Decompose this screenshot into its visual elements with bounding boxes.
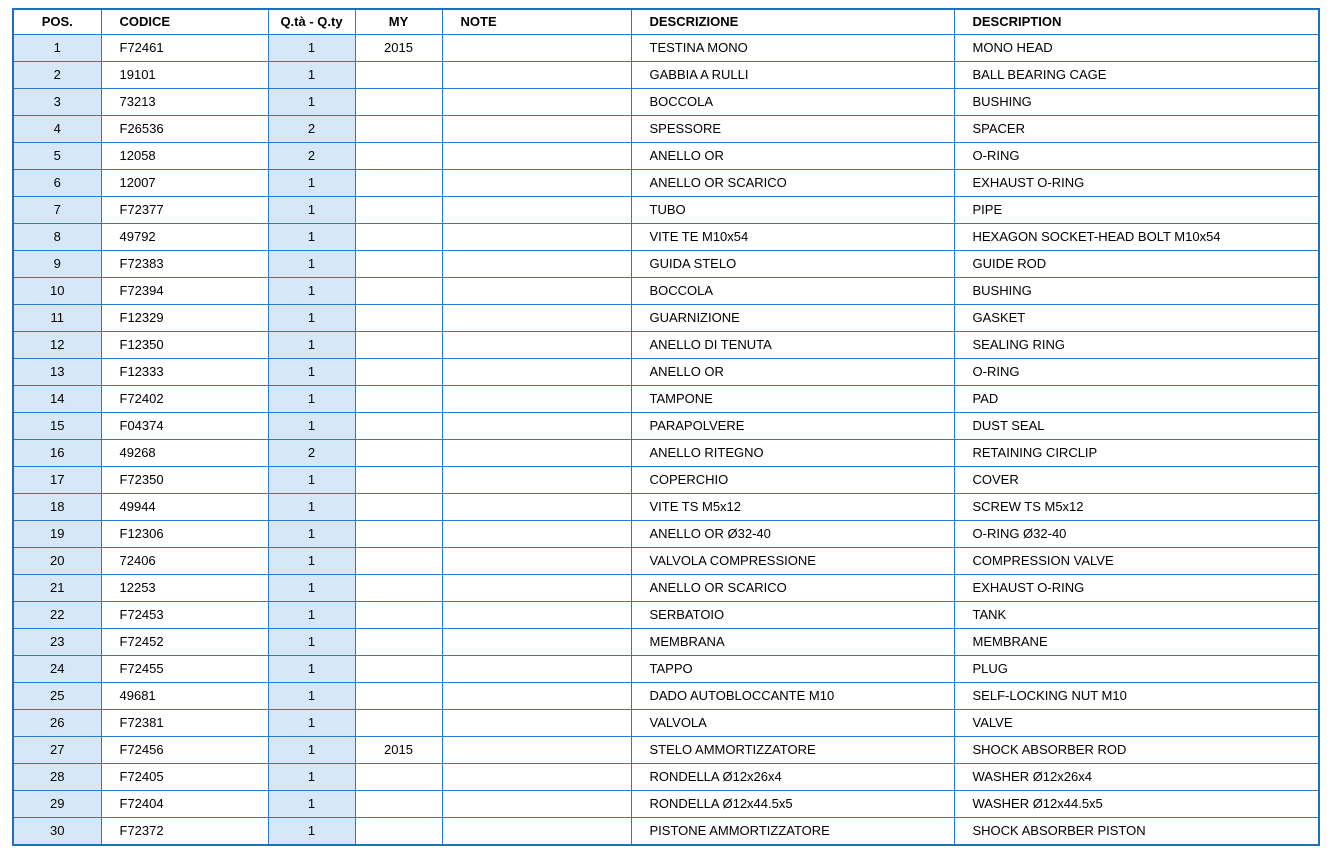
cell-my xyxy=(355,278,442,305)
cell-my xyxy=(355,359,442,386)
cell-note xyxy=(442,116,631,143)
cell-note xyxy=(442,575,631,602)
cell-desc-it: ANELLO DI TENUTA xyxy=(631,332,954,359)
cell-note xyxy=(442,764,631,791)
cell-desc-it: TESTINA MONO xyxy=(631,35,954,62)
table-row xyxy=(14,818,1318,845)
cell-my xyxy=(355,143,442,170)
cell-note xyxy=(442,278,631,305)
cell-desc-en: O-RING xyxy=(954,359,1318,386)
cell-code: 19101 xyxy=(101,62,268,89)
cell-qty: 1 xyxy=(268,602,355,629)
table-row xyxy=(14,494,1318,521)
cell-my xyxy=(355,791,442,818)
table-row xyxy=(14,683,1318,710)
cell-qty: 1 xyxy=(268,548,355,575)
cell-note xyxy=(442,143,631,170)
cell-note xyxy=(442,89,631,116)
table-row xyxy=(14,332,1318,359)
cell-code: F72456 xyxy=(101,737,268,764)
cell-pos: 3 xyxy=(14,89,101,116)
cell-desc-en: HEXAGON SOCKET-HEAD BOLT M10x54 xyxy=(954,224,1318,251)
cell-desc-en: SEALING RING xyxy=(954,332,1318,359)
cell-qty: 1 xyxy=(268,197,355,224)
cell-note xyxy=(442,467,631,494)
cell-qty: 1 xyxy=(268,521,355,548)
cell-code: F04374 xyxy=(101,413,268,440)
cell-my xyxy=(355,413,442,440)
cell-code: F72452 xyxy=(101,629,268,656)
cell-desc-en: COMPRESSION VALVE xyxy=(954,548,1318,575)
cell-pos: 22 xyxy=(14,602,101,629)
cell-my xyxy=(355,224,442,251)
cell-pos: 21 xyxy=(14,575,101,602)
cell-note xyxy=(442,548,631,575)
cell-qty: 1 xyxy=(268,467,355,494)
cell-desc-en: EXHAUST O-RING xyxy=(954,170,1318,197)
cell-desc-en: O-RING xyxy=(954,143,1318,170)
cell-note xyxy=(442,224,631,251)
cell-my xyxy=(355,116,442,143)
table-row xyxy=(14,656,1318,683)
cell-code: 72406 xyxy=(101,548,268,575)
cell-desc-en: GUIDE ROD xyxy=(954,251,1318,278)
cell-desc-en: BUSHING xyxy=(954,89,1318,116)
cell-qty: 2 xyxy=(268,143,355,170)
cell-note xyxy=(442,737,631,764)
cell-note xyxy=(442,332,631,359)
cell-pos: 18 xyxy=(14,494,101,521)
cell-pos: 30 xyxy=(14,818,101,845)
table-row xyxy=(14,737,1318,764)
cell-qty: 1 xyxy=(268,278,355,305)
cell-desc-it: ANELLO OR SCARICO xyxy=(631,575,954,602)
cell-pos: 2 xyxy=(14,62,101,89)
cell-desc-en: MEMBRANE xyxy=(954,629,1318,656)
cell-note xyxy=(442,386,631,413)
table-row xyxy=(14,35,1318,62)
cell-note xyxy=(442,413,631,440)
cell-pos: 26 xyxy=(14,710,101,737)
cell-qty: 1 xyxy=(268,818,355,845)
header-my: MY xyxy=(355,10,442,35)
cell-pos: 13 xyxy=(14,359,101,386)
table-row xyxy=(14,791,1318,818)
cell-note xyxy=(442,656,631,683)
cell-note xyxy=(442,818,631,845)
cell-desc-it: STELO AMMORTIZZATORE xyxy=(631,737,954,764)
cell-note xyxy=(442,683,631,710)
cell-desc-en: PIPE xyxy=(954,197,1318,224)
cell-desc-it: SERBATOIO xyxy=(631,602,954,629)
cell-desc-it: TAMPONE xyxy=(631,386,954,413)
cell-desc-it: BOCCOLA xyxy=(631,278,954,305)
cell-note xyxy=(442,440,631,467)
cell-my xyxy=(355,818,442,845)
table-row xyxy=(14,305,1318,332)
table-row xyxy=(14,251,1318,278)
cell-note xyxy=(442,251,631,278)
cell-my xyxy=(355,683,442,710)
cell-qty: 1 xyxy=(268,629,355,656)
cell-desc-en: EXHAUST O-RING xyxy=(954,575,1318,602)
cell-desc-it: VITE TE M10x54 xyxy=(631,224,954,251)
cell-desc-it: ANELLO OR SCARICO xyxy=(631,170,954,197)
cell-my xyxy=(355,629,442,656)
cell-qty: 1 xyxy=(268,656,355,683)
cell-qty: 1 xyxy=(268,386,355,413)
cell-qty: 1 xyxy=(268,62,355,89)
cell-my xyxy=(355,521,442,548)
cell-pos: 29 xyxy=(14,791,101,818)
cell-qty: 1 xyxy=(268,683,355,710)
cell-desc-en: SELF-LOCKING NUT M10 xyxy=(954,683,1318,710)
table-row xyxy=(14,440,1318,467)
cell-my xyxy=(355,386,442,413)
table-row xyxy=(14,62,1318,89)
cell-desc-it: GUARNIZIONE xyxy=(631,305,954,332)
table-row xyxy=(14,359,1318,386)
cell-note xyxy=(442,305,631,332)
cell-desc-en: PLUG xyxy=(954,656,1318,683)
table-row xyxy=(14,386,1318,413)
cell-my xyxy=(355,575,442,602)
header-qty: Q.tà - Q.ty xyxy=(268,10,355,35)
cell-code: F12333 xyxy=(101,359,268,386)
cell-desc-en: COVER xyxy=(954,467,1318,494)
cell-code: F12350 xyxy=(101,332,268,359)
cell-pos: 14 xyxy=(14,386,101,413)
cell-desc-en: DUST SEAL xyxy=(954,413,1318,440)
cell-code: F72381 xyxy=(101,710,268,737)
cell-pos: 8 xyxy=(14,224,101,251)
cell-code: F72394 xyxy=(101,278,268,305)
cell-desc-en: SCREW TS M5x12 xyxy=(954,494,1318,521)
cell-qty: 1 xyxy=(268,224,355,251)
header-desc-en: DESCRIPTION xyxy=(954,10,1318,35)
header-note: NOTE xyxy=(442,10,631,35)
cell-code: F26536 xyxy=(101,116,268,143)
table-row xyxy=(14,224,1318,251)
cell-note xyxy=(442,170,631,197)
cell-qty: 1 xyxy=(268,764,355,791)
cell-pos: 12 xyxy=(14,332,101,359)
cell-my xyxy=(355,62,442,89)
cell-pos: 28 xyxy=(14,764,101,791)
table-row xyxy=(14,710,1318,737)
cell-desc-en: GASKET xyxy=(954,305,1318,332)
cell-desc-it: PARAPOLVERE xyxy=(631,413,954,440)
cell-my xyxy=(355,332,442,359)
cell-qty: 1 xyxy=(268,710,355,737)
cell-note xyxy=(442,197,631,224)
cell-note xyxy=(442,710,631,737)
cell-code: 73213 xyxy=(101,89,268,116)
cell-code: F72455 xyxy=(101,656,268,683)
cell-desc-en: MONO HEAD xyxy=(954,35,1318,62)
cell-desc-it: GABBIA A RULLI xyxy=(631,62,954,89)
table-row xyxy=(14,602,1318,629)
cell-desc-it: VALVOLA xyxy=(631,710,954,737)
cell-code: F72453 xyxy=(101,602,268,629)
parts-table-body xyxy=(14,35,1318,845)
cell-desc-it: ANELLO OR Ø32-40 xyxy=(631,521,954,548)
cell-desc-it: DADO AUTOBLOCCANTE M10 xyxy=(631,683,954,710)
cell-pos: 1 xyxy=(14,35,101,62)
cell-pos: 4 xyxy=(14,116,101,143)
cell-my: 2015 xyxy=(355,737,442,764)
cell-code: 49944 xyxy=(101,494,268,521)
cell-code: F72372 xyxy=(101,818,268,845)
cell-qty: 1 xyxy=(268,413,355,440)
table-row xyxy=(14,143,1318,170)
cell-my xyxy=(355,494,442,521)
cell-note xyxy=(442,62,631,89)
cell-code: 49681 xyxy=(101,683,268,710)
table-row xyxy=(14,413,1318,440)
table-row xyxy=(14,170,1318,197)
cell-pos: 20 xyxy=(14,548,101,575)
cell-pos: 16 xyxy=(14,440,101,467)
header-desc-it: DESCRIZIONE xyxy=(631,10,954,35)
cell-code: 12007 xyxy=(101,170,268,197)
header-pos: POS. xyxy=(14,10,101,35)
cell-qty: 1 xyxy=(268,251,355,278)
cell-desc-en: TANK xyxy=(954,602,1318,629)
table-row xyxy=(14,89,1318,116)
cell-pos: 23 xyxy=(14,629,101,656)
cell-desc-it: MEMBRANA xyxy=(631,629,954,656)
cell-code: F72377 xyxy=(101,197,268,224)
cell-desc-it: BOCCOLA xyxy=(631,89,954,116)
table-row xyxy=(14,197,1318,224)
cell-my xyxy=(355,305,442,332)
cell-desc-it: TAPPO xyxy=(631,656,954,683)
cell-note xyxy=(442,602,631,629)
cell-qty: 1 xyxy=(268,305,355,332)
cell-pos: 11 xyxy=(14,305,101,332)
cell-note xyxy=(442,359,631,386)
cell-code: F72383 xyxy=(101,251,268,278)
cell-desc-en: BUSHING xyxy=(954,278,1318,305)
cell-note xyxy=(442,35,631,62)
cell-desc-it: ANELLO OR xyxy=(631,359,954,386)
cell-my xyxy=(355,440,442,467)
cell-desc-en: WASHER Ø12x44.5x5 xyxy=(954,791,1318,818)
cell-desc-en: SPACER xyxy=(954,116,1318,143)
cell-pos: 17 xyxy=(14,467,101,494)
cell-desc-it: ANELLO RITEGNO xyxy=(631,440,954,467)
cell-pos: 9 xyxy=(14,251,101,278)
cell-my xyxy=(355,710,442,737)
cell-my xyxy=(355,548,442,575)
cell-qty: 1 xyxy=(268,791,355,818)
table-row xyxy=(14,629,1318,656)
cell-pos: 7 xyxy=(14,197,101,224)
cell-desc-en: SHOCK ABSORBER ROD xyxy=(954,737,1318,764)
cell-desc-it: SPESSORE xyxy=(631,116,954,143)
cell-code: 49268 xyxy=(101,440,268,467)
cell-desc-it: TUBO xyxy=(631,197,954,224)
cell-code: F72404 xyxy=(101,791,268,818)
cell-code: 49792 xyxy=(101,224,268,251)
cell-pos: 10 xyxy=(14,278,101,305)
cell-qty: 2 xyxy=(268,116,355,143)
cell-pos: 6 xyxy=(14,170,101,197)
cell-pos: 5 xyxy=(14,143,101,170)
cell-code: F72461 xyxy=(101,35,268,62)
cell-code: F72350 xyxy=(101,467,268,494)
parts-list-frame xyxy=(12,8,1320,846)
cell-my xyxy=(355,764,442,791)
cell-pos: 24 xyxy=(14,656,101,683)
cell-code: F12329 xyxy=(101,305,268,332)
cell-desc-it: ANELLO OR xyxy=(631,143,954,170)
cell-my xyxy=(355,251,442,278)
cell-desc-it: RONDELLA Ø12x26x4 xyxy=(631,764,954,791)
cell-qty: 1 xyxy=(268,359,355,386)
cell-desc-it: VITE TS M5x12 xyxy=(631,494,954,521)
cell-desc-it: VALVOLA COMPRESSIONE xyxy=(631,548,954,575)
cell-qty: 1 xyxy=(268,35,355,62)
cell-desc-en: PAD xyxy=(954,386,1318,413)
cell-my xyxy=(355,656,442,683)
cell-qty: 1 xyxy=(268,494,355,521)
cell-code: F12306 xyxy=(101,521,268,548)
cell-my xyxy=(355,197,442,224)
cell-note xyxy=(442,494,631,521)
cell-desc-it: GUIDA STELO xyxy=(631,251,954,278)
cell-desc-en: WASHER Ø12x26x4 xyxy=(954,764,1318,791)
header-code: CODICE xyxy=(101,10,268,35)
table-row xyxy=(14,521,1318,548)
cell-note xyxy=(442,629,631,656)
cell-note xyxy=(442,791,631,818)
cell-desc-it: PISTONE AMMORTIZZATORE xyxy=(631,818,954,845)
cell-code: F72405 xyxy=(101,764,268,791)
parts-table xyxy=(14,10,1318,844)
table-row xyxy=(14,575,1318,602)
cell-qty: 1 xyxy=(268,332,355,359)
cell-desc-it: COPERCHIO xyxy=(631,467,954,494)
cell-qty: 1 xyxy=(268,170,355,197)
table-row xyxy=(14,548,1318,575)
cell-code: 12058 xyxy=(101,143,268,170)
cell-qty: 2 xyxy=(268,440,355,467)
table-row xyxy=(14,764,1318,791)
cell-my xyxy=(355,467,442,494)
cell-desc-en: SHOCK ABSORBER PISTON xyxy=(954,818,1318,845)
cell-qty: 1 xyxy=(268,575,355,602)
cell-code: F72402 xyxy=(101,386,268,413)
cell-my xyxy=(355,89,442,116)
cell-qty: 1 xyxy=(268,89,355,116)
cell-code: 12253 xyxy=(101,575,268,602)
cell-pos: 15 xyxy=(14,413,101,440)
cell-pos: 27 xyxy=(14,737,101,764)
header-row xyxy=(14,10,1318,35)
cell-my: 2015 xyxy=(355,35,442,62)
table-row xyxy=(14,467,1318,494)
cell-note xyxy=(442,521,631,548)
table-row xyxy=(14,116,1318,143)
cell-desc-it: RONDELLA Ø12x44.5x5 xyxy=(631,791,954,818)
cell-my xyxy=(355,602,442,629)
cell-qty: 1 xyxy=(268,737,355,764)
cell-pos: 19 xyxy=(14,521,101,548)
cell-pos: 25 xyxy=(14,683,101,710)
table-row xyxy=(14,278,1318,305)
cell-desc-en: RETAINING CIRCLIP xyxy=(954,440,1318,467)
cell-desc-en: BALL BEARING CAGE xyxy=(954,62,1318,89)
cell-my xyxy=(355,170,442,197)
cell-desc-en: O-RING Ø32-40 xyxy=(954,521,1318,548)
cell-desc-en: VALVE xyxy=(954,710,1318,737)
